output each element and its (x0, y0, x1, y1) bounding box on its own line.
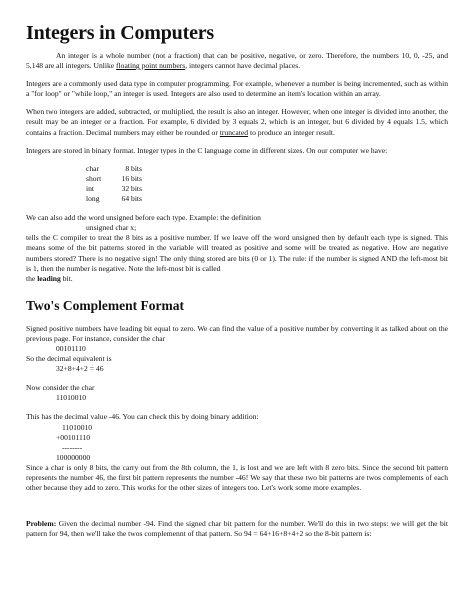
section-heading: Two's Complement Format (26, 297, 184, 313)
bits-example-1: 00101110 (56, 343, 86, 353)
table-row (86, 174, 142, 184)
type-name: int (86, 183, 95, 193)
section-paragraph-3: Now consider the char (26, 383, 95, 393)
leading-bold: leading (37, 273, 61, 283)
section-paragraph-2: So the decimal equivalent is (26, 354, 112, 364)
sum-example: 32+8+4+2 = 46 (56, 364, 104, 374)
section-paragraph-5: Since a char is only 8 bits, the carry out from the 8th column, the 1, is lost and we are left with 8 zero bits. Since the second bit pattern represents the number 46, the first bit pattern represents the number -46! We say that these two bit patterns are twos complements of each other because they add to zero. This works for the other sizes of integers too. Let's work some more examples. (26, 462, 448, 493)
leading-text-b: the (26, 273, 38, 283)
addend-2: +00101110 (56, 432, 91, 442)
leading-bit-line (26, 274, 448, 284)
addition-separator: -------- (62, 442, 83, 452)
spacer (26, 501, 448, 519)
type-size-table (86, 164, 142, 204)
math-text-a: When two integers are added, subtracted, or multiplied, the result is also an integer. However, when one integer is divided into another, the result may be an integer or a fraction. For example, 6 divided by 3 equals 2, which is an integer, but 6 divided by 4 equals 1.5, which contains a fraction. Decimal numbers may either be rounded or (26, 107, 448, 137)
type-name: char (86, 163, 100, 173)
type-name: long (86, 194, 100, 204)
intro-paragraph (26, 51, 448, 71)
table-row (86, 184, 142, 194)
intro-text-b: , integers cannot have decimal places. (185, 61, 301, 71)
table-row (86, 194, 142, 204)
intro-text-a: An integer is a whole number (not a fraction) that can be positive, negative, or zero. Therefore, the numbers 10, 0, -25, and 5,148 are all integers. Unlike (26, 51, 448, 71)
addend-1: 11010010 (62, 422, 93, 432)
type-name: short (86, 173, 102, 183)
unsigned-code: unsigned char x; (86, 223, 137, 233)
type-size: 16 bits (121, 173, 142, 183)
table-row (86, 164, 142, 174)
type-size: 8 bits (125, 163, 142, 173)
addition-result: 100000000 (56, 452, 91, 462)
math-paragraph (26, 107, 448, 137)
problem-label: Problem: (26, 519, 57, 529)
type-size: 64 bits (121, 194, 142, 204)
problem-paragraph (26, 519, 448, 539)
bits-example-2: 11010010 (56, 393, 87, 403)
unsigned-paragraph: tells the C compiler to treat the 8 bits as a positive number. If we leave off the word unsigned then by default each type is signed. This means some of the bit patterns stored in the variable will treated as positive and some will be treated as negative. How are negative numbers stored? There is no negative sign! The only thing stored are bits (0 or 1). The rule: if the number is signed AND the left-most bit is 1, then the number is negative. Note the left-most bit is called (26, 233, 448, 273)
unsigned-intro: We can also add the word unsigned before each type. Example: the definition (26, 213, 261, 223)
spacer (26, 403, 448, 412)
type-size: 32 bits (121, 183, 142, 193)
usage-paragraph: Integers are a commonly used data type in computer programming. For example, whenever a number is being incremented, such as within a "for loop" or "while loop," an integer is used. Integers are also used to determine an item's location within an array. (26, 79, 448, 99)
math-text-b: to produce an integer result. (248, 127, 335, 137)
leading-text-c: bit. (60, 273, 73, 283)
truncated-link[interactable]: truncated (219, 127, 249, 137)
floating-point-link[interactable]: floating point numbers (116, 61, 186, 71)
spacer (26, 374, 448, 383)
section-paragraph-1: Signed positive numbers have leading bit equal to zero. We can find the value of a positive number by converting it as talked about on the previous page. For instance, consider the char (26, 323, 448, 343)
binary-paragraph: Integers are stored in binary format. Integer types in the C language come in different sizes. On our computer we have: (26, 145, 388, 155)
problem-text: Given the decimal number -94. Find the signed char bit pattern for the number. We'll do this in two steps: we will get the bit pattern for 94, then we'll take the twos complemennt of that pattern. So 94 = 64+16+8+4+2 so the 8-bit pattern is: (26, 519, 448, 539)
page-title: Integers in Computers (26, 22, 215, 44)
section-paragraph-4: This has the decimal value -46. You can check this by doing binary addition: (26, 412, 259, 422)
